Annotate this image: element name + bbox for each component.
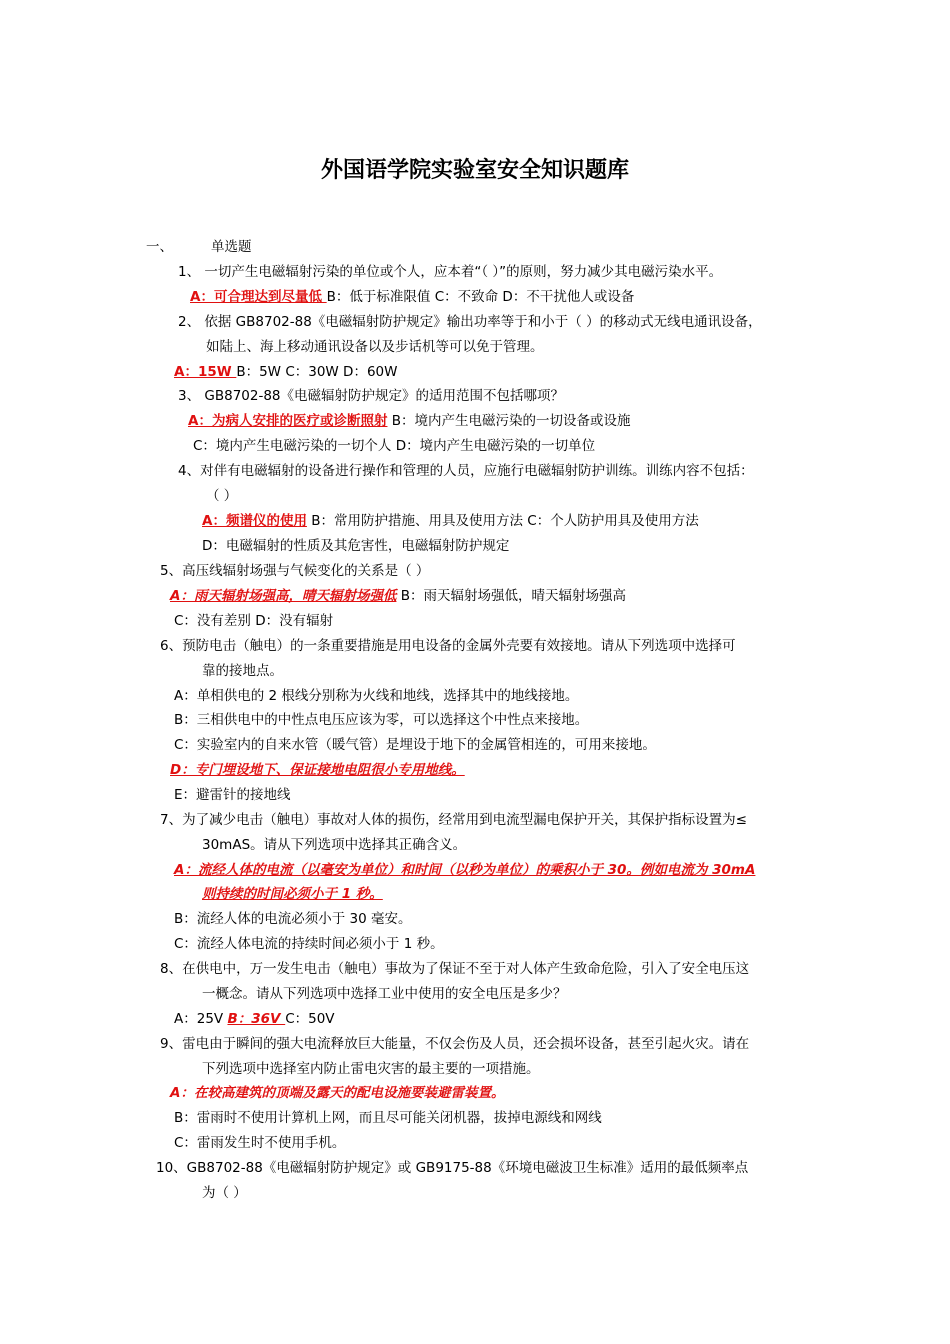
question-9-option-c: C：雷雨发生时不使用手机。: [174, 1135, 346, 1151]
question-8-options: [174, 1009, 335, 1029]
question-4-options-line2: D：电磁辐射的性质及其危害性，电磁辐射防护规定: [202, 538, 510, 554]
question-2-other-options: B：5W C：30W D：60W: [236, 364, 398, 380]
question-5-options: [170, 586, 626, 606]
question-7-continued: 30mAS。请从下列选项中选择其正确含义。: [202, 837, 467, 853]
question-6-option-b: B：三相供电中的中性点电压应该为零，可以选择这个中性点来接地。: [174, 712, 589, 728]
question-8-answer: B：36V: [227, 1011, 286, 1027]
question-9-continued: 下列选项中选择室内防止雷电灾害的最主要的一项措施。: [202, 1061, 540, 1077]
question-2-answer: A：15W: [174, 364, 237, 380]
question-3: 3、 GB8702-88《电磁辐射防护规定》的适用范围不包括哪项？: [178, 388, 565, 404]
question-2-continued: 如陆上、海上移动通讯设备以及步话机等可以免于管理。: [206, 339, 544, 355]
question-4-continued: （ ）: [206, 488, 238, 504]
question-7-answer-continued: [202, 884, 383, 904]
question-10: 10、GB8702-88《电磁辐射防护规定》或 GB9175-88《环境电磁波卫生标准》适用的最低频率点: [156, 1160, 749, 1176]
question-3-options-line2: C：境内产生电磁污染的一切个人 D：境内产生电磁污染的一切单位: [193, 438, 596, 454]
question-6-answer-text: D：专门埋设地下、保证接地电阻很小专用地线。: [170, 762, 465, 778]
question-5: 5、高压线辐射场强与气候变化的关系是（ ）: [160, 563, 430, 579]
question-7-answer: [174, 860, 755, 880]
question-7: 7、为了减少电击（触电）事故对人体的损伤，经常用到电流型漏电保护开关，其保护指标设置为≤: [160, 812, 747, 828]
question-1: 1、 一切产生电磁辐射污染的单位或个人，应本着“（ ）”的原则，努力减少其电磁污染水平。: [178, 264, 723, 280]
question-9-answer-text: A：在较高建筑的顶端及露天的配电设施要装避雷装置。: [170, 1085, 505, 1101]
question-8-continued: 一概念。请从下列选项中选择工业中使用的安全电压是多少？: [202, 986, 567, 1002]
question-6-answer: [170, 760, 465, 780]
question-1-other-options: B：低于标准限值 C：不致命 D：不干扰他人或设备: [326, 289, 635, 305]
question-8-option-c: C：50V: [285, 1011, 335, 1027]
question-7-answer-text: A：流经人体的电流（以毫安为单位）和时间（以秒为单位）的乘积小于 30。例如电流为 30mA: [174, 862, 756, 878]
question-8: 8、在供电中，万一发生电击（触电）事故为了保证不至于对人体产生致命危险，引入了安全电压这: [160, 961, 750, 977]
question-7-option-c: C：流经人体电流的持续时间必须小于 1 秒。: [174, 936, 444, 952]
question-9-answer: [170, 1083, 504, 1103]
question-7-option-b: B：流经人体的电流必须小于 30 毫安。: [174, 911, 412, 927]
question-4-options: [202, 511, 699, 531]
question-3-options: [188, 411, 631, 431]
question-6-option-c: C：实验室内的自来水管（暖气管）是埋设于地下的金属管相连的，可用来接地。: [174, 737, 656, 753]
section-number: 一、: [146, 239, 173, 255]
question-3-other-options: B：境内产生电磁污染的一切设备或设施: [387, 413, 631, 429]
section-label: 单选题: [211, 239, 252, 255]
question-6: 6、预防电击（触电）的一条重要措施是用电设备的金属外壳要有效接地。请从下列选项中选择可: [160, 638, 736, 654]
question-5-answer: A：雨天辐射场强高，晴天辐射场强低: [170, 588, 397, 604]
question-6-option-e: E：避雷针的接地线: [174, 787, 291, 803]
question-5-options-line2: C：没有差别 D：没有辐射: [174, 613, 334, 629]
question-1-options: [190, 287, 634, 307]
question-4: 4、对伴有电磁辐射的设备进行操作和管理的人员，应施行电磁辐射防护训练。训练内容不包括：: [178, 463, 754, 479]
question-4-answer: A：频谱仪的使用: [202, 513, 307, 529]
question-6-option-a: A：单相供电的 2 根线分别称为火线和地线，选择其中的地线接地。: [174, 688, 579, 704]
question-2: 2、 依据 GB8702-88《电磁辐射防护规定》输出功率等于和小于（ ）的移动式无线电通讯设备，: [178, 314, 762, 330]
page-title: 外国语学院实验室安全知识题库: [320, 158, 629, 183]
question-9: 9、雷电由于瞬间的强大电流释放巨大能量，不仅会伤及人员，还会损坏设备，甚至引起火灾。请在: [160, 1036, 750, 1052]
question-5-other-options: B：雨天辐射场强低，晴天辐射场强高: [396, 588, 627, 604]
question-4-other-options: B：常用防护措施、用具及使用方法 C：个人防护用具及使用方法: [306, 513, 699, 529]
question-9-option-b: B：雷雨时不使用计算机上网，而且尽可能关闭机器，拔掉电源线和网线: [174, 1110, 602, 1126]
section-heading: [146, 237, 252, 257]
question-1-answer: A：可合理达到尽量低: [190, 289, 327, 305]
question-7-answer-text-2: 则持续的时间必须小于 1 秒。: [202, 886, 383, 902]
question-2-options: [160, 362, 397, 382]
question-3-answer: A：为病人安排的医疗或诊断照射: [188, 413, 388, 429]
question-8-option-a: A：25V: [174, 1011, 228, 1027]
question-10-continued: 为（ ）: [202, 1185, 247, 1201]
question-6-continued: 靠的接地点。: [202, 663, 283, 679]
